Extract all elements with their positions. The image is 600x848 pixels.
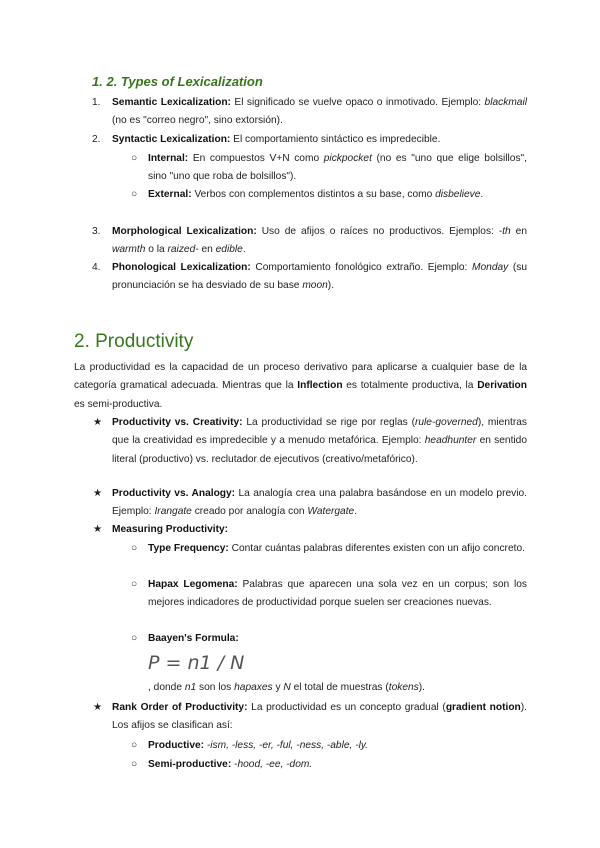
list-item-phonological: Phonological Lexicalization: Comportamiento fonológico extraño. Ejemplo: Monday (su pronunciación se ha desviado de su base moon). <box>112 262 528 292</box>
circle-bullet-icon: ○ <box>131 633 138 644</box>
item-hapax-legomena: Hapax Legomena: Palabras que aparecen una sola vez en un corpus; son los mejores indicadores de productividad porque suelen ser creaciones nuevas. <box>148 579 527 609</box>
list-item-syntactic: Syntactic Lexicalization: El comportamiento sintáctico es impredecible. <box>112 134 441 145</box>
circle-bullet-icon: ○ <box>131 189 138 200</box>
item-semi-productive: Semi-productive: -hood, -ee, -dom. <box>148 759 313 770</box>
bullet-rank-order: Rank Order of Productivity: La productividad es un concepto gradual (gradient notion). Los afijos se clasifican así: <box>112 702 528 732</box>
circle-bullet-icon: ○ <box>131 153 138 164</box>
circle-bullet-icon: ○ <box>131 740 138 751</box>
intro-paragraph: La productividad es la capacidad de un proceso derivativo para aplicarse a cualquier base de la categoría gramatical adecuada. Mientras que la Inflection es totalmente productiva, la Derivation es semi-productiva. <box>74 362 528 410</box>
subsection-title: 2. Types of Lexicalization <box>106 74 263 89</box>
item-baayen-formula: Baayen's Formula: <box>148 633 239 644</box>
baayen-formula: P = n1 / N <box>148 652 245 674</box>
item-type-frequency: Type Frequency: Contar cuántas palabras diferentes existen con un afijo concreto. <box>148 543 525 554</box>
formula-caption: , donde n1 son los hapaxes y N el total de muestras (tokens). <box>148 682 425 693</box>
star-bullet-icon: ★ <box>93 417 103 428</box>
list-item-internal: Internal: En compuestos V+N como pickpocket (no es "uno que elige bolsillos", sino "uno que roba de bolsillos"). <box>148 153 527 183</box>
bullet-measuring-productivity: Measuring Productivity: <box>112 524 229 535</box>
circle-bullet-icon: ○ <box>131 759 138 770</box>
section-heading: 2. Productivity <box>74 331 194 352</box>
list-number: 2. <box>92 134 101 145</box>
star-bullet-icon: ★ <box>93 524 103 535</box>
list-number: 4. <box>92 262 101 273</box>
item-productive: Productive: -ism, -less, -er, -ful, -ness, -able, -ly. <box>148 740 369 751</box>
list-item-external: External: Verbos con complementos distintos a su base, como disbelieve. <box>148 189 484 200</box>
bullet-productivity-vs-creativity: Productivity vs. Creativity: La productividad se rige por reglas (rule-governed), mientras que la creatividad es impredecible y a menudo metafórica. Ejemplo: headhunter en sentido literal (productivo) vs. reclutador de ejecutivos (creativo/metafórico). <box>112 417 527 465</box>
circle-bullet-icon: ○ <box>131 579 138 590</box>
subsection-heading <box>92 74 263 89</box>
circle-bullet-icon: ○ <box>131 543 138 554</box>
list-item-morphological: Morphological Lexicalization: Uso de afijos o raíces no productivos. Ejemplos: -th en warmth o la raized- en edible. <box>112 226 527 256</box>
star-bullet-icon: ★ <box>93 488 103 499</box>
subsection-number: 1. <box>92 74 103 89</box>
star-bullet-icon: ★ <box>93 702 103 713</box>
list-number: 3. <box>92 226 101 237</box>
list-number: 1. <box>92 97 101 108</box>
list-item-semantic: Semantic Lexicalization: El significado se vuelve opaco o inmotivado. Ejemplo: blackmail (no es "correo negro", sino extorsión). <box>112 97 527 127</box>
bullet-productivity-vs-analogy: Productivity vs. Analogy: La analogía crea una palabra basándose en un modelo previo. Ejemplo: Irangate creado por analogía con Watergate. <box>112 488 527 518</box>
